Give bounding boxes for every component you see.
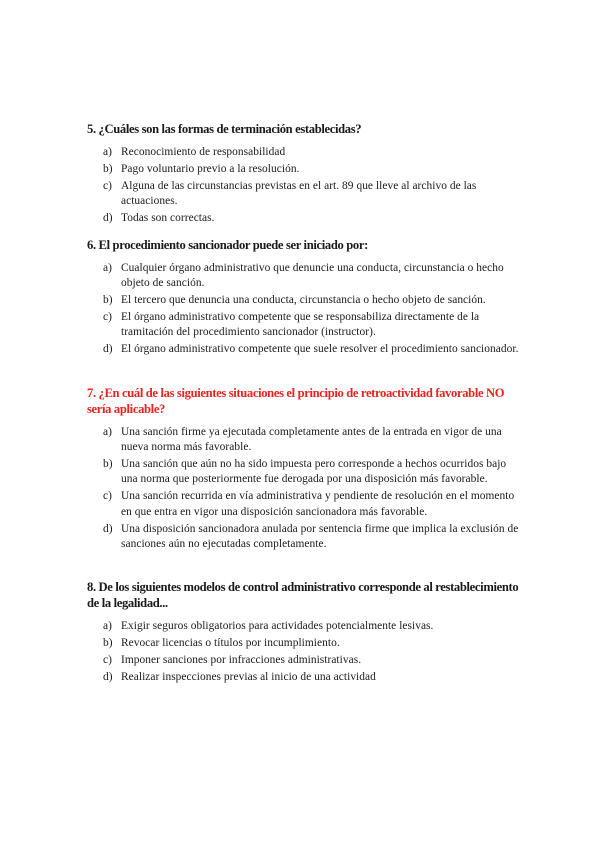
option-letter: a) [103, 146, 112, 158]
option-letter: c) [103, 311, 112, 324]
option-text: Alguna de las circunstancias previstas en el art. 89 que lleve al archivo de las actuaciones. [121, 179, 477, 208]
option-text: Una sanción recurrida en vía administrativa y pendiente de resolución en el momento en que entra en vigor una disposición sancionadora más favorable. [121, 490, 515, 518]
option-b [87, 162, 519, 177]
option-d [87, 670, 519, 685]
option-text: El tercero que denuncia una conducta, circunstancia o hecho objeto de sanción. [121, 294, 486, 307]
option-letter: b) [103, 636, 113, 649]
option-letter: d) [103, 522, 113, 535]
question-title: 6. El procedimiento sancionador puede ser iniciado por: [87, 238, 368, 252]
option-text: Imponer sanciones por infracciones administrativas. [121, 653, 362, 666]
option-text: El órgano administrativo competente que suele resolver el procedimiento sancionador. [121, 343, 519, 356]
option-text: Reconocimiento de responsabilidad [121, 146, 286, 158]
question-5 [87, 121, 519, 228]
option-letter: c) [103, 653, 112, 666]
option-a [87, 261, 519, 292]
option-letter: d) [103, 343, 113, 356]
option-letter: a) [103, 262, 112, 274]
option-a [87, 145, 519, 160]
option-text: Una sanción que aún no ha sido impuesta pero corresponde a hechos ocurridos bajo una norma que posteriormente fue derogada por una disposición más favorable. [121, 458, 507, 486]
option-d [87, 211, 519, 226]
option-text: Una sanción firme ya ejecutada completamente antes de la entrada en vigor de una nueva norma más favorable. [121, 426, 502, 454]
option-text: Revocar licencias o títulos por incumplimiento. [121, 636, 340, 649]
option-text: Todas son correctas. [121, 211, 215, 224]
option-letter: d) [103, 670, 113, 683]
option-d [87, 342, 519, 357]
option-text: Una disposición sancionadora anulada por sentencia firme que implica la exclusión de sanciones aún no ejecutadas completamente. [121, 522, 519, 550]
option-letter: d) [103, 211, 113, 224]
option-text: Exigir seguros obligatorios para actividades potencialmente lesivas. [121, 620, 434, 632]
option-letter: a) [103, 620, 112, 632]
options-list [87, 425, 519, 552]
option-letter: c) [103, 490, 112, 503]
option-letter: b) [103, 162, 113, 175]
option-d [87, 522, 519, 553]
option-c [87, 310, 519, 341]
option-text: Pago voluntario previo a la resolución. [121, 162, 300, 175]
option-letter: b) [103, 294, 113, 307]
question-6 [87, 237, 519, 359]
option-b [87, 293, 519, 308]
option-letter: b) [103, 458, 113, 471]
question-title: 5. ¿Cuáles son las formas de terminación establecidas? [87, 122, 362, 136]
option-letter: a) [103, 426, 112, 438]
option-b [87, 636, 519, 651]
options-list [87, 619, 519, 685]
option-text: Realizar inspecciones previas al inicio de una actividad [121, 670, 376, 683]
question-7 [87, 385, 519, 554]
question-title: 8. De los siguientes modelos de control administrativo corresponde al restablecimiento de la legalidad... [87, 580, 519, 610]
option-b [87, 457, 519, 488]
option-text: El órgano administrativo competente que se responsabiliza directamente de la tramitación del procedimiento sancionador (instructor). [121, 311, 480, 339]
option-a [87, 425, 519, 456]
option-letter: c) [103, 179, 112, 192]
question-title-highlighted: 7. ¿En cuál de las siguientes situaciones el principio de retroactividad favorable NO sería aplicable? [87, 386, 505, 416]
option-c [87, 179, 519, 210]
question-8 [87, 579, 519, 687]
options-list [87, 145, 519, 226]
option-a [87, 619, 519, 634]
option-text: Cualquier órgano administrativo que denuncie una conducta, circunstancia o hecho objeto de sanción. [121, 262, 504, 290]
option-c [87, 653, 519, 668]
options-list [87, 261, 519, 358]
option-c [87, 489, 519, 520]
